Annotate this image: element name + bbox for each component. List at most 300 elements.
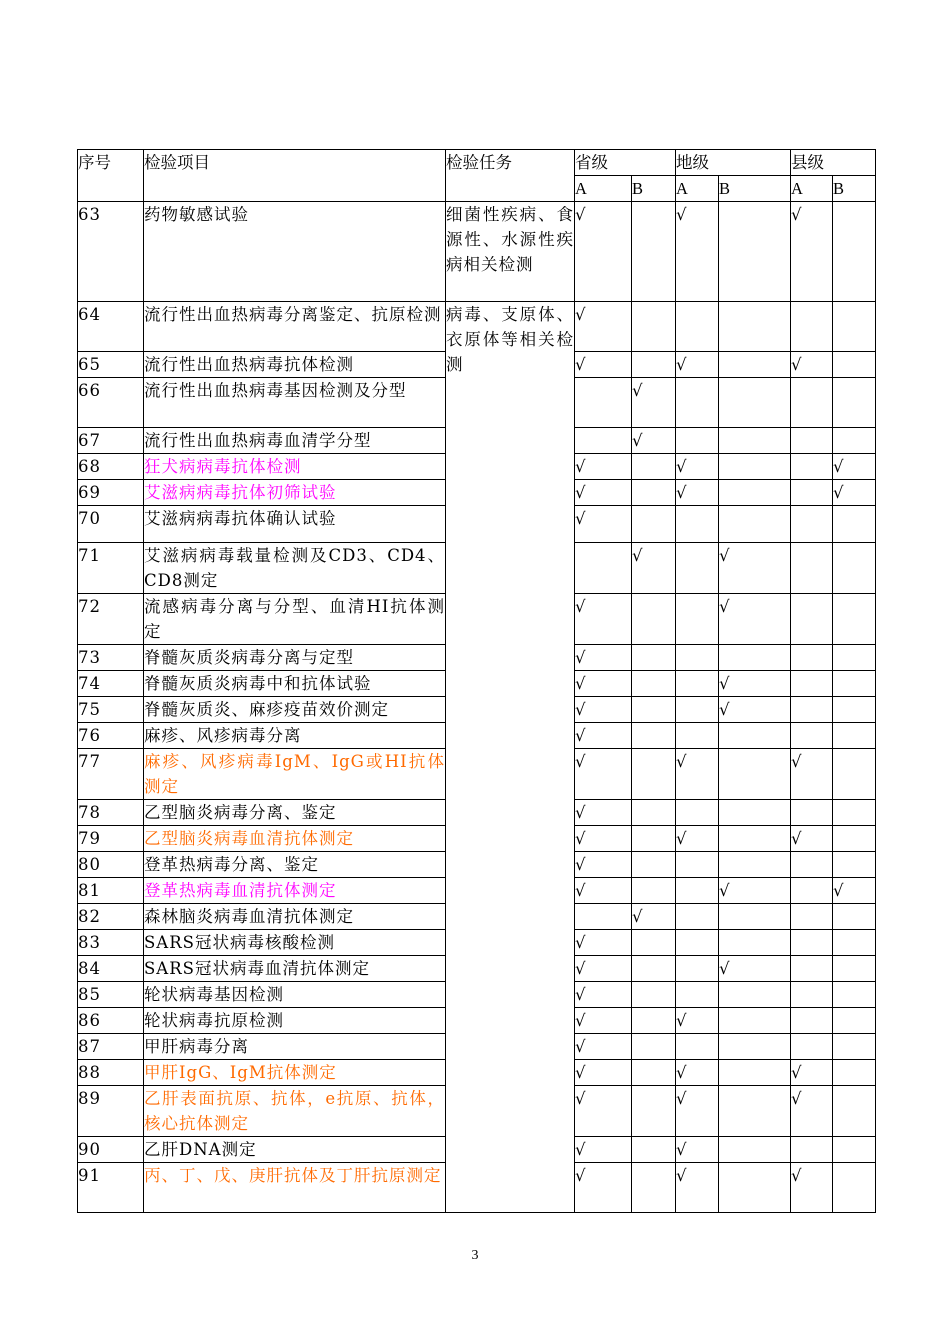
check-cell — [791, 878, 833, 904]
check-cell — [719, 378, 791, 428]
check-cell — [833, 1086, 876, 1137]
check-cell — [632, 878, 676, 904]
check-cell — [791, 982, 833, 1008]
header-sub-b: B — [833, 176, 876, 202]
check-cell — [719, 749, 791, 800]
check-cell — [719, 800, 791, 826]
check-mark-icon: √ — [575, 205, 586, 224]
check-cell — [575, 749, 632, 800]
row-number: 68 — [78, 454, 144, 480]
check-cell — [791, 302, 833, 352]
row-item: 脊髓灰质炎病毒中和抗体试验 — [144, 671, 446, 697]
check-cell — [833, 454, 876, 480]
check-cell — [575, 723, 632, 749]
header-level-province: 省级 — [575, 150, 676, 176]
check-cell — [575, 645, 632, 671]
check-cell — [719, 202, 791, 302]
check-cell — [719, 826, 791, 852]
check-mark-icon: √ — [575, 1089, 586, 1108]
check-cell — [575, 982, 632, 1008]
check-mark-icon: √ — [575, 355, 586, 374]
check-cell — [676, 930, 719, 956]
check-cell — [791, 202, 833, 302]
check-cell — [575, 428, 632, 454]
check-mark-icon: √ — [575, 1037, 586, 1056]
check-cell — [719, 1137, 791, 1163]
check-cell — [676, 506, 719, 543]
row-number: 66 — [78, 378, 144, 428]
row-item: 流行性出血热病毒分离鉴定、抗原检测 — [144, 302, 446, 352]
check-cell — [719, 1163, 791, 1213]
check-cell — [791, 956, 833, 982]
check-mark-icon: √ — [575, 1166, 586, 1185]
check-cell — [833, 930, 876, 956]
check-cell — [719, 1086, 791, 1137]
row-number: 82 — [78, 904, 144, 930]
check-cell — [632, 506, 676, 543]
check-cell — [632, 594, 676, 645]
check-mark-icon: √ — [575, 1063, 586, 1082]
row-item: 乙型脑炎病毒分离、鉴定 — [144, 800, 446, 826]
check-mark-icon: √ — [719, 674, 730, 693]
check-cell — [791, 543, 833, 594]
check-cell — [676, 1034, 719, 1060]
row-item: 狂犬病病毒抗体检测 — [144, 454, 446, 480]
page-number: 3 — [471, 1248, 479, 1263]
row-task: 病毒、支原体、衣原体等相关检测 — [446, 302, 575, 1213]
check-cell — [833, 1060, 876, 1086]
check-cell — [791, 749, 833, 800]
row-number: 67 — [78, 428, 144, 454]
check-cell — [575, 852, 632, 878]
check-cell — [833, 645, 876, 671]
header-sub-a: A — [575, 176, 632, 202]
check-cell — [791, 352, 833, 378]
row-item: SARS冠状病毒血清抗体测定 — [144, 956, 446, 982]
table-row — [78, 302, 876, 352]
row-number: 65 — [78, 352, 144, 378]
check-mark-icon: √ — [575, 509, 586, 528]
check-cell — [719, 723, 791, 749]
check-cell — [719, 302, 791, 352]
check-cell — [791, 1137, 833, 1163]
row-item: 流行性出血热病毒基因检测及分型 — [144, 378, 446, 428]
check-cell — [791, 697, 833, 723]
check-cell — [676, 671, 719, 697]
check-cell — [719, 878, 791, 904]
check-cell — [719, 904, 791, 930]
check-cell — [833, 302, 876, 352]
check-cell — [791, 1034, 833, 1060]
check-cell — [833, 749, 876, 800]
row-number: 75 — [78, 697, 144, 723]
check-cell — [833, 671, 876, 697]
header-task: 检验任务 — [446, 150, 575, 202]
row-item: 甲肝IgG、IgM抗体测定 — [144, 1060, 446, 1086]
check-cell — [676, 302, 719, 352]
check-mark-icon: √ — [575, 855, 586, 874]
check-cell — [791, 1008, 833, 1034]
check-cell — [575, 352, 632, 378]
row-number: 89 — [78, 1086, 144, 1137]
check-cell — [676, 1008, 719, 1034]
row-number: 73 — [78, 645, 144, 671]
check-cell — [791, 645, 833, 671]
row-number: 63 — [78, 202, 144, 302]
check-cell — [833, 480, 876, 506]
check-cell — [676, 878, 719, 904]
check-mark-icon: √ — [575, 674, 586, 693]
check-cell — [719, 671, 791, 697]
check-cell — [719, 1034, 791, 1060]
check-cell — [833, 506, 876, 543]
check-cell — [676, 1163, 719, 1213]
check-mark-icon: √ — [676, 355, 687, 374]
check-cell — [575, 671, 632, 697]
row-item: SARS冠状病毒核酸检测 — [144, 930, 446, 956]
check-cell — [632, 1008, 676, 1034]
row-number: 84 — [78, 956, 144, 982]
check-cell — [719, 956, 791, 982]
check-mark-icon: √ — [676, 483, 687, 502]
check-cell — [632, 982, 676, 1008]
check-cell — [791, 1060, 833, 1086]
check-mark-icon: √ — [676, 205, 687, 224]
check-cell — [791, 800, 833, 826]
check-cell — [632, 302, 676, 352]
row-number: 83 — [78, 930, 144, 956]
row-number: 76 — [78, 723, 144, 749]
check-cell — [575, 826, 632, 852]
row-task: 细菌性疾病、食源性、水源性疾病相关检测 — [446, 202, 575, 302]
row-item: 艾滋病病毒抗体确认试验 — [144, 506, 446, 543]
check-cell — [833, 852, 876, 878]
check-cell — [575, 904, 632, 930]
inspection-table — [77, 149, 876, 1213]
check-mark-icon: √ — [791, 1089, 802, 1108]
row-number: 72 — [78, 594, 144, 645]
check-cell — [676, 428, 719, 454]
check-mark-icon: √ — [575, 985, 586, 1004]
row-item: 甲肝病毒分离 — [144, 1034, 446, 1060]
check-cell — [833, 543, 876, 594]
check-cell — [833, 1163, 876, 1213]
check-cell — [575, 506, 632, 543]
check-cell — [676, 723, 719, 749]
check-cell — [833, 904, 876, 930]
check-cell — [833, 956, 876, 982]
header-level-prefecture: 地级 — [676, 150, 791, 176]
row-item: 流行性出血热病毒抗体检测 — [144, 352, 446, 378]
check-cell — [632, 454, 676, 480]
row-item: 轮状病毒基因检测 — [144, 982, 446, 1008]
check-cell — [791, 506, 833, 543]
check-mark-icon: √ — [575, 881, 586, 900]
row-item: 麻疹、风疹病毒分离 — [144, 723, 446, 749]
check-cell — [791, 723, 833, 749]
check-cell — [719, 428, 791, 454]
row-item: 森林脑炎病毒血清抗体测定 — [144, 904, 446, 930]
check-mark-icon: √ — [791, 1166, 802, 1185]
check-mark-icon: √ — [676, 1166, 687, 1185]
check-mark-icon: √ — [575, 700, 586, 719]
header-item: 检验项目 — [144, 150, 446, 202]
check-mark-icon: √ — [575, 752, 586, 771]
check-cell — [575, 302, 632, 352]
check-mark-icon: √ — [632, 907, 643, 926]
check-cell — [833, 1034, 876, 1060]
check-mark-icon: √ — [575, 457, 586, 476]
check-cell — [575, 480, 632, 506]
row-item: 艾滋病病毒抗体初筛试验 — [144, 480, 446, 506]
check-cell — [833, 352, 876, 378]
check-cell — [632, 723, 676, 749]
check-mark-icon: √ — [791, 205, 802, 224]
check-mark-icon: √ — [632, 546, 643, 565]
check-cell — [575, 1163, 632, 1213]
check-cell — [833, 826, 876, 852]
row-number: 87 — [78, 1034, 144, 1060]
table-body — [78, 202, 876, 1213]
check-cell — [833, 1137, 876, 1163]
row-item: 乙肝DNA测定 — [144, 1137, 446, 1163]
check-cell — [833, 697, 876, 723]
check-mark-icon: √ — [575, 305, 586, 324]
check-cell — [833, 878, 876, 904]
check-mark-icon: √ — [632, 431, 643, 450]
check-cell — [791, 594, 833, 645]
check-mark-icon: √ — [676, 1140, 687, 1159]
row-item: 药物敏感试验 — [144, 202, 446, 302]
check-mark-icon: √ — [575, 597, 586, 616]
check-mark-icon: √ — [575, 1011, 586, 1030]
check-cell — [632, 378, 676, 428]
check-cell — [575, 1086, 632, 1137]
check-cell — [632, 1163, 676, 1213]
check-mark-icon: √ — [676, 1011, 687, 1030]
check-cell — [632, 904, 676, 930]
check-cell — [833, 428, 876, 454]
check-mark-icon: √ — [676, 1063, 687, 1082]
check-cell — [791, 930, 833, 956]
check-mark-icon: √ — [676, 752, 687, 771]
row-item: 麻疹、风疹病毒IgM、IgG或HI抗体测定 — [144, 749, 446, 800]
row-number: 79 — [78, 826, 144, 852]
check-mark-icon: √ — [833, 483, 844, 502]
check-cell — [575, 594, 632, 645]
check-cell — [575, 543, 632, 594]
check-cell — [632, 1060, 676, 1086]
check-mark-icon: √ — [719, 881, 730, 900]
check-cell — [719, 1060, 791, 1086]
check-cell — [676, 852, 719, 878]
row-number: 85 — [78, 982, 144, 1008]
check-cell — [632, 352, 676, 378]
row-item: 流行性出血热病毒血清学分型 — [144, 428, 446, 454]
check-cell — [833, 1008, 876, 1034]
check-cell — [719, 852, 791, 878]
header-sub-a: A — [791, 176, 833, 202]
check-cell — [575, 930, 632, 956]
check-cell — [833, 202, 876, 302]
check-cell — [575, 1034, 632, 1060]
check-mark-icon: √ — [791, 1063, 802, 1082]
check-cell — [575, 956, 632, 982]
row-number: 91 — [78, 1163, 144, 1213]
row-item: 脊髓灰质炎病毒分离与定型 — [144, 645, 446, 671]
check-cell — [791, 1163, 833, 1213]
check-mark-icon: √ — [676, 1089, 687, 1108]
row-number: 71 — [78, 543, 144, 594]
check-cell — [632, 671, 676, 697]
check-cell — [676, 749, 719, 800]
check-cell — [575, 378, 632, 428]
check-cell — [791, 480, 833, 506]
check-cell — [575, 697, 632, 723]
row-item: 流感病毒分离与分型、血清HI抗体测定 — [144, 594, 446, 645]
check-mark-icon: √ — [575, 959, 586, 978]
check-cell — [676, 543, 719, 594]
row-number: 88 — [78, 1060, 144, 1086]
check-mark-icon: √ — [791, 355, 802, 374]
check-cell — [632, 428, 676, 454]
check-cell — [632, 826, 676, 852]
check-cell — [676, 202, 719, 302]
row-number: 80 — [78, 852, 144, 878]
check-cell — [632, 930, 676, 956]
check-cell — [676, 800, 719, 826]
check-mark-icon: √ — [791, 752, 802, 771]
row-number: 90 — [78, 1137, 144, 1163]
row-item: 乙型脑炎病毒血清抗体测定 — [144, 826, 446, 852]
check-cell — [719, 480, 791, 506]
check-mark-icon: √ — [719, 546, 730, 565]
check-cell — [676, 826, 719, 852]
check-cell — [719, 594, 791, 645]
check-mark-icon: √ — [791, 829, 802, 848]
check-cell — [833, 982, 876, 1008]
check-cell — [575, 1008, 632, 1034]
check-cell — [719, 454, 791, 480]
check-cell — [791, 1086, 833, 1137]
check-cell — [676, 480, 719, 506]
check-cell — [632, 1086, 676, 1137]
check-mark-icon: √ — [632, 381, 643, 400]
header-level-county: 县级 — [791, 150, 876, 176]
check-mark-icon: √ — [575, 829, 586, 848]
check-mark-icon: √ — [833, 881, 844, 900]
check-cell — [833, 723, 876, 749]
check-cell — [676, 956, 719, 982]
check-cell — [833, 800, 876, 826]
check-cell — [791, 454, 833, 480]
table-row — [78, 202, 876, 302]
check-cell — [632, 543, 676, 594]
row-number: 70 — [78, 506, 144, 543]
check-mark-icon: √ — [575, 1140, 586, 1159]
row-number: 78 — [78, 800, 144, 826]
check-cell — [791, 826, 833, 852]
check-mark-icon: √ — [719, 700, 730, 719]
check-cell — [632, 1137, 676, 1163]
check-cell — [575, 878, 632, 904]
row-item: 脊髓灰质炎、麻疹疫苗效价测定 — [144, 697, 446, 723]
check-cell — [676, 378, 719, 428]
check-cell — [676, 454, 719, 480]
check-mark-icon: √ — [676, 457, 687, 476]
check-cell — [791, 904, 833, 930]
check-cell — [676, 352, 719, 378]
check-cell — [575, 1060, 632, 1086]
header-sub-b: B — [632, 176, 676, 202]
check-cell — [833, 378, 876, 428]
check-mark-icon: √ — [575, 726, 586, 745]
check-cell — [676, 982, 719, 1008]
row-number: 86 — [78, 1008, 144, 1034]
check-cell — [791, 428, 833, 454]
check-cell — [632, 645, 676, 671]
check-cell — [791, 671, 833, 697]
check-cell — [719, 352, 791, 378]
row-number: 81 — [78, 878, 144, 904]
check-mark-icon: √ — [575, 483, 586, 502]
check-cell — [632, 202, 676, 302]
check-cell — [719, 1008, 791, 1034]
check-mark-icon: √ — [575, 648, 586, 667]
check-cell — [575, 800, 632, 826]
row-item: 丙、丁、戊、庚肝抗体及丁肝抗原测定 — [144, 1163, 446, 1213]
check-mark-icon: √ — [719, 959, 730, 978]
check-cell — [719, 543, 791, 594]
check-cell — [632, 697, 676, 723]
check-cell — [632, 749, 676, 800]
check-cell — [719, 697, 791, 723]
check-cell — [575, 202, 632, 302]
row-item: 艾滋病病毒载量检测及CD3、CD4、CD8测定 — [144, 543, 446, 594]
row-item: 登革热病毒分离、鉴定 — [144, 852, 446, 878]
header-sub-a: A — [676, 176, 719, 202]
check-cell — [719, 506, 791, 543]
check-cell — [632, 1034, 676, 1060]
check-cell — [676, 594, 719, 645]
check-mark-icon: √ — [676, 829, 687, 848]
header-seq: 序号 — [78, 150, 144, 202]
row-number: 77 — [78, 749, 144, 800]
row-item: 轮状病毒抗原检测 — [144, 1008, 446, 1034]
row-number: 64 — [78, 302, 144, 352]
row-item: 乙肝表面抗原、抗体，e抗原、抗体，核心抗体测定 — [144, 1086, 446, 1137]
check-cell — [632, 800, 676, 826]
check-cell — [719, 930, 791, 956]
row-number: 74 — [78, 671, 144, 697]
check-mark-icon: √ — [575, 933, 586, 952]
check-mark-icon: √ — [833, 457, 844, 476]
check-cell — [719, 982, 791, 1008]
check-cell — [676, 1086, 719, 1137]
check-cell — [791, 378, 833, 428]
check-cell — [575, 454, 632, 480]
check-cell — [632, 852, 676, 878]
header-sub-b: B — [719, 176, 791, 202]
row-item: 登革热病毒血清抗体测定 — [144, 878, 446, 904]
check-cell — [676, 697, 719, 723]
check-cell — [676, 645, 719, 671]
check-cell — [676, 1060, 719, 1086]
check-mark-icon: √ — [719, 597, 730, 616]
check-cell — [676, 1137, 719, 1163]
check-cell — [632, 956, 676, 982]
check-cell — [833, 594, 876, 645]
